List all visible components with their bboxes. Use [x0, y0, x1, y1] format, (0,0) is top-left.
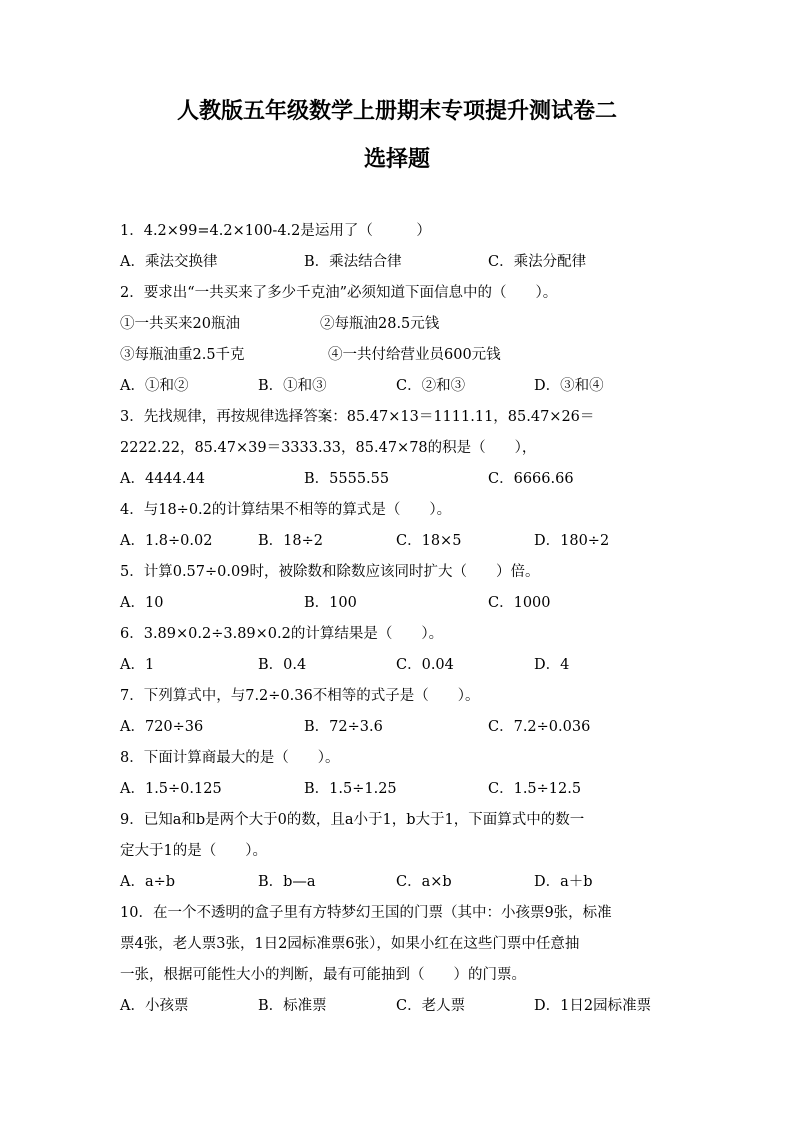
question-8-stem: 8．下面计算商最大的是（ ）。 — [120, 750, 340, 766]
question-10-stem-line-1: 10．在一个不透明的盒子里有方特梦幻王国的门票（其中：小孩票9张，标准 — [120, 905, 612, 921]
option-b: B．标准票 — [258, 998, 327, 1014]
question-2-options — [120, 371, 672, 402]
question-3-stem-line-1: 3．先找规律，再按规律选择答案：85.47×13＝1111.11，85.47×26＝ — [120, 409, 595, 425]
option-d: D．1日2园标准票 — [534, 998, 652, 1014]
option-d: D．a＋b — [534, 874, 593, 890]
option-a: A．4444.44 — [120, 471, 205, 487]
option-a: A．①和② — [120, 378, 189, 394]
option-b: B．5555.55 — [304, 471, 390, 487]
option-c: C．a×b — [396, 874, 452, 890]
option-a: A．1.5÷0.125 — [120, 781, 222, 797]
question-8-options — [120, 774, 672, 805]
option-b: B．18÷2 — [258, 533, 323, 549]
option-a: A．小孩票 — [120, 998, 189, 1014]
question-7-options — [120, 712, 672, 743]
option-a: A．10 — [120, 595, 164, 611]
info-item-2: ②每瓶油28.5元钱 — [320, 316, 440, 332]
option-c: C．7.2÷0.036 — [488, 719, 591, 735]
info-item-1: ①一共买来20瓶油 — [120, 316, 240, 332]
option-c: C．6666.66 — [488, 471, 574, 487]
option-c: C．0.04 — [396, 657, 454, 673]
section-title: 选择题 — [363, 146, 430, 172]
option-b: B．100 — [304, 595, 357, 611]
question-5-stem: 5．计算0.57÷0.09时，被除数和除数应该同时扩大（ ）倍。 — [120, 564, 540, 580]
option-b: B．①和③ — [258, 378, 327, 394]
option-c: C．老人票 — [396, 998, 466, 1014]
option-c: C．1000 — [488, 595, 551, 611]
question-6-stem: 6．3.89×0.2÷3.89×0.2的计算结果是（ ）。 — [120, 626, 444, 642]
option-d: D．③和④ — [534, 378, 604, 394]
option-b: B．1.5÷1.25 — [304, 781, 397, 797]
option-d: D．4 — [534, 657, 570, 673]
option-c: C．②和③ — [396, 378, 466, 394]
option-c: C．乘法分配律 — [488, 254, 587, 270]
option-b: B．72÷3.6 — [304, 719, 383, 735]
question-3-stem-line-2: 2222.22，85.47×39＝3333.33，85.47×78的积是（ ）， — [120, 440, 537, 456]
option-a: A．乘法交换律 — [120, 254, 218, 270]
option-c: C．18×5 — [396, 533, 462, 549]
question-1-options — [120, 247, 672, 278]
question-list — [120, 216, 672, 1022]
option-c: C．1.5÷12.5 — [488, 781, 582, 797]
question-2-stem: 2．要求出“一共买来了多少千克油”必须知道下面信息中的（ ）。 — [120, 285, 558, 301]
option-b: B．b—a — [258, 874, 316, 890]
option-a: A．a÷b — [120, 874, 176, 890]
question-3-options — [120, 464, 672, 495]
option-a: A．1.8÷0.02 — [120, 533, 213, 549]
option-b: B．0.4 — [258, 657, 307, 673]
question-7-stem: 7．下列算式中，与7.2÷0.36不相等的式子是（ ）。 — [120, 688, 480, 704]
question-6-options — [120, 650, 672, 681]
page-title: 人教版五年级数学上册期末专项提升测试卷二 — [176, 98, 617, 124]
question-2-info-row-2 — [120, 340, 672, 371]
question-1-stem: 1．4.2×99=4.2×100-4.2是运用了（ ） — [120, 223, 431, 239]
option-a: A．1 — [120, 657, 155, 673]
question-10-options — [120, 991, 672, 1022]
info-item-4: ④一共付给营业员600元钱 — [328, 347, 501, 363]
question-4-options — [120, 526, 672, 557]
question-9-stem-line-1: 9．已知a和b是两个大于0的数，且a小于1，b大于1，下面算式中的数一 — [120, 812, 585, 828]
question-9-options — [120, 867, 672, 898]
question-10-stem-line-2: 票4张，老人票3张，1日2园标准票6张），如果小红在这些门票中任意抽 — [120, 936, 580, 952]
question-9-stem-line-2: 定大于1的是（ ）。 — [120, 843, 267, 859]
option-d: D．180÷2 — [534, 533, 610, 549]
question-2-info-row-1 — [120, 309, 672, 340]
option-a: A．720÷36 — [120, 719, 204, 735]
question-4-stem: 4．与18÷0.2的计算结果不相等的算式是（ ）。 — [120, 502, 452, 518]
question-10-stem-line-3: 一张，根据可能性大小的判断，最有可能抽到（ ）的门票。 — [120, 967, 526, 983]
info-item-3: ③每瓶油重2.5千克 — [120, 347, 245, 363]
question-5-options — [120, 588, 672, 619]
option-b: B．乘法结合律 — [304, 254, 402, 270]
